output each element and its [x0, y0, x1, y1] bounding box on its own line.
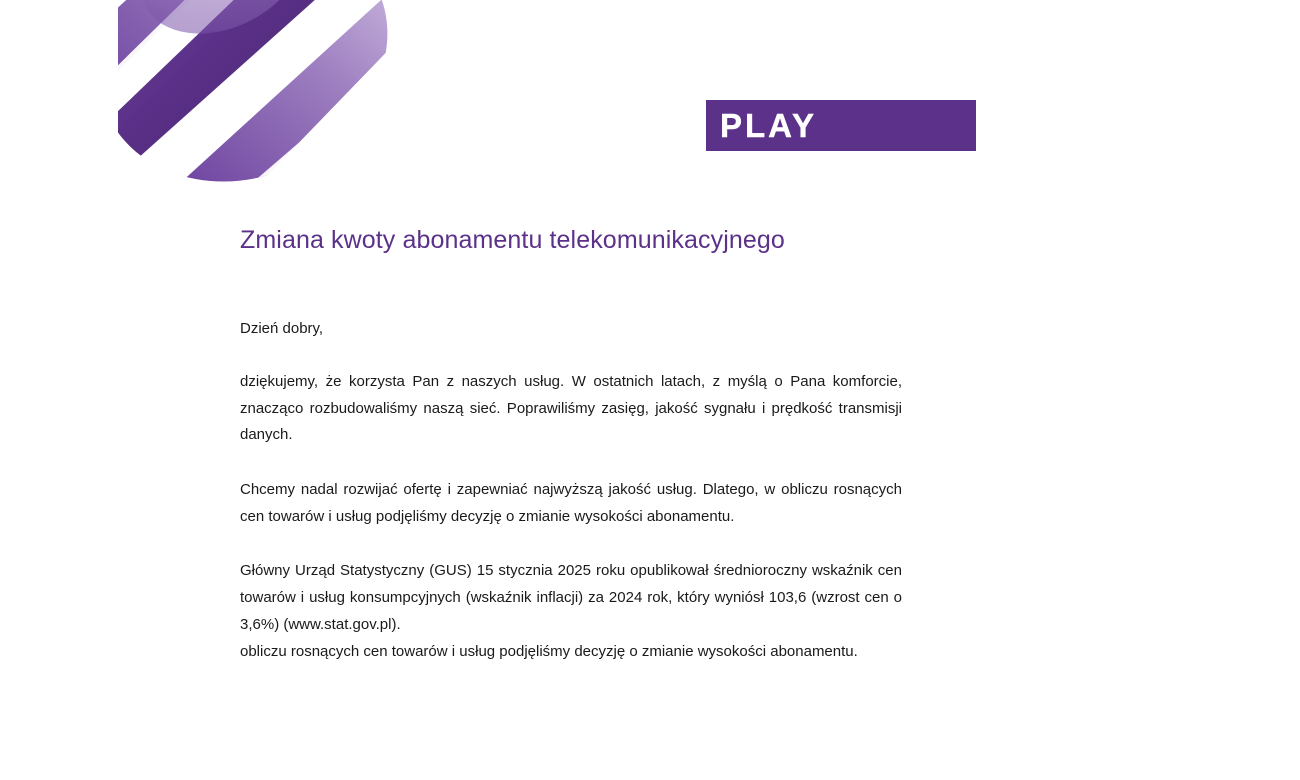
greeting-text: Dzień dobry,	[240, 320, 324, 337]
play-logo-wordmark: PLAY	[720, 107, 817, 144]
paragraph-2: Chcemy nadal rozwijać ofertę i zapewniać najwyższą jakość usług. Dlatego, w obliczu rosnących cen towarów i usług podjęliśmy decyzję o zmianie wysokości abonamentu.	[240, 481, 902, 525]
page-title: Zmiana kwoty abonamentu telekomunikacyjnego	[240, 226, 785, 254]
paragraph-1: dziękujemy, że korzysta Pan z naszych usług. W ostatnich latach, z myślą o Pana komforcie, znacząco rozbudowaliśmy naszą sieć. Poprawiliśmy zasięg, jakość sygnału i prędkość transmisji danych.	[240, 373, 902, 444]
paragraph-3: Główny Urząd Statystyczny (GUS) 15 stycznia 2025 roku opublikował średnioroczny wskaźnik cen towarów i usług konsumpcyjnych (wskaźnik inflacji) za 2024 rok, który wyniósł 103,6 (wzrost cen o 3,6%) (www.stat.gov.pl).	[240, 562, 902, 633]
document-header	[0, 0, 1300, 200]
play-logo	[706, 100, 976, 151]
paragraph-4: obliczu rosnących cen towarów i usług podjęliśmy decyzję o zmianie wysokości abonamentu.	[240, 642, 858, 660]
play-swirl-graphic	[118, 0, 403, 185]
document-body	[240, 225, 902, 693]
